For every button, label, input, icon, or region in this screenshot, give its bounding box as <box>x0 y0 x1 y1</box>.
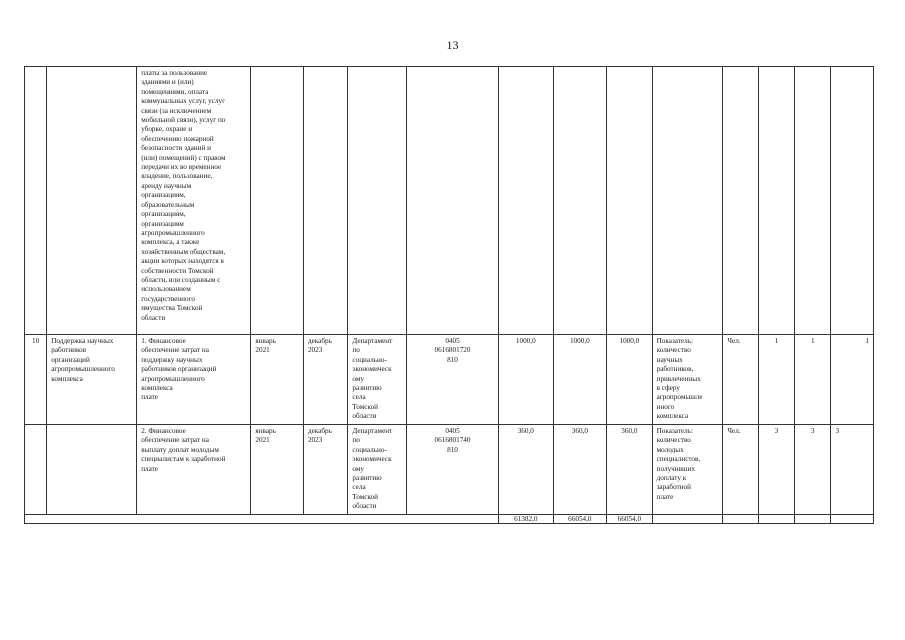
program-table <box>24 66 874 524</box>
indicator-value-2: 1 <box>795 335 831 425</box>
page-number: 13 <box>446 38 459 52</box>
indicator-value-3: 3 <box>831 425 874 515</box>
amount-year-3: 360,0 <box>607 425 652 515</box>
table-row <box>25 67 874 335</box>
total-year-1: 61382,0 <box>498 514 553 523</box>
budget-code: 0405 0616801720 810 <box>407 335 499 425</box>
table-row <box>25 335 874 425</box>
amount-year-2: 1000,0 <box>553 335 607 425</box>
amount-year-1: 1000,0 <box>498 335 553 425</box>
table-row <box>25 425 874 515</box>
amount-year-2: 360,0 <box>553 425 607 515</box>
indicator-value-1: 3 <box>758 425 794 515</box>
indicator: Показатель: количество научных работников, привлеченных в сферу агропромышле нного комплекса <box>652 335 723 425</box>
amount-year-1: 360,0 <box>498 425 553 515</box>
unit: Чел. <box>723 335 758 425</box>
indicator-value-1: 1 <box>758 335 794 425</box>
start-date: январь 2021 <box>251 335 304 425</box>
indicator-value-2: 3 <box>795 425 831 515</box>
totals-row <box>25 514 874 523</box>
row-number: 10 <box>25 335 47 425</box>
end-date: декабрь 2023 <box>303 335 347 425</box>
task-name: Поддержка научных работников организаций агропромышленного комплекса <box>47 335 137 425</box>
unit: Чел. <box>723 425 758 515</box>
measure-text: 1. Финансовое обеспечение затрат на поддержку научных работников организаций агропромышленного комплекса плате <box>137 335 251 425</box>
executor: Департамент по социально- экономическ ому развитию села Томской области <box>348 335 407 425</box>
executor: Департамент по социально- экономическ ому развитию села Томской области <box>348 425 407 515</box>
total-year-2: 66054,0 <box>553 514 607 523</box>
measure-continuation-text: платы за пользование зданиями и (или) помещениями, оплата коммунальных услуг, услуг связи (за исключением мобильной связи), услуг по уборке, охране и обеспечению пожарной безопасности зданий и (или) помещений) с правом передачи их во временное владение, пользование, аренду научным организациям, образовательным организациям, организациям агропромышленного комплекса, а также хозяйственным обществам, акции которых находятся в собственности Томской области, или созданным с использованием государственного имущества Томской области <box>137 67 251 335</box>
indicator: Показатель: количество молодых специалистов, получивших доплату к заработной плате <box>652 425 723 515</box>
total-year-3: 66054,0 <box>607 514 652 523</box>
start-date: январь 2021 <box>251 425 304 515</box>
end-date: декабрь 2023 <box>303 425 347 515</box>
amount-year-3: 1000,0 <box>607 335 652 425</box>
indicator-value-3: 1 <box>831 335 874 425</box>
measure-text: 2. Финансовое обеспечение затрат на выплату доплат молодым специалистам к заработной плате <box>137 425 251 515</box>
budget-code: 0405 0616801740 810 <box>407 425 499 515</box>
